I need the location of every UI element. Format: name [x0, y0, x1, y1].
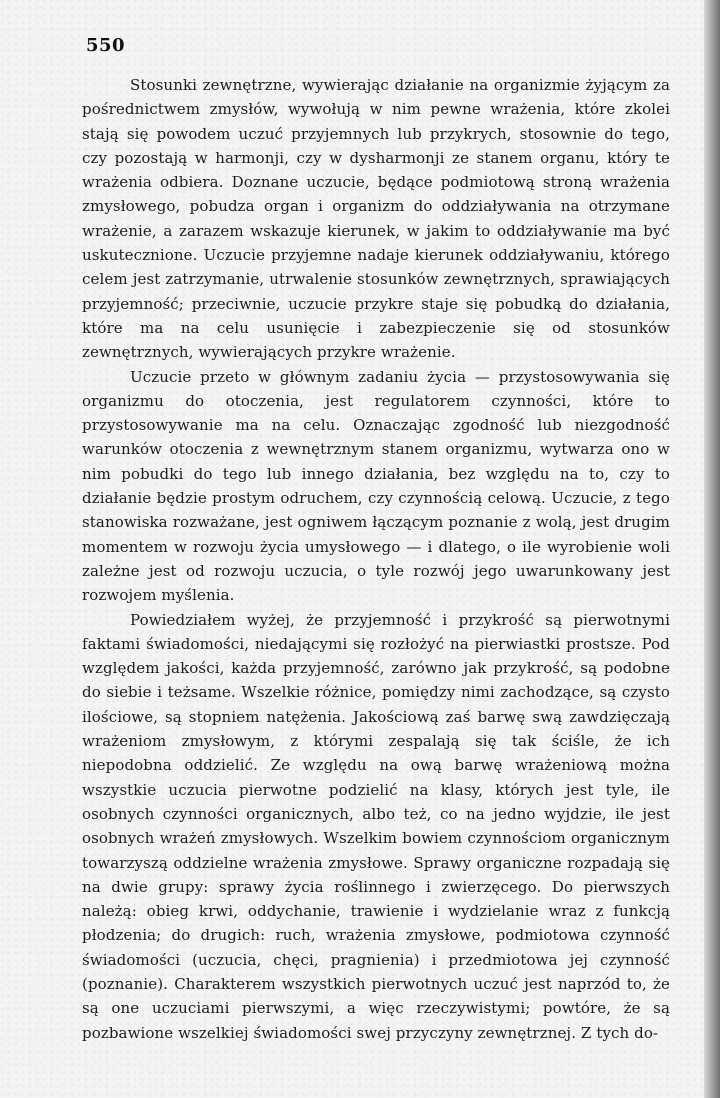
page-edge-shadow: [704, 0, 720, 1098]
page-number: 550: [86, 35, 126, 56]
paragraph-2: Uczucie przeto w głównym zadaniu życia — przystosowywania się organizmu do otoczenia, jest regulatorem czynności, które to przystosowywanie ma na celu. Oznaczając zgodność lub niezgodność warunków otoczenia z wewnętrznym stanem organizmu, wytwarza ono w nim pobudki do tego lub innego działania, bez względu na to, czy to działanie będzie prostym odruchem, czy czynnością celową. Uczucie, z tego stanowiska rozważane, jest ogniwem łączącym poznanie z wolą, jest drugim momentem w rozwoju życia umysłowego — i dlatego, o ile wyrobienie woli zależne jest od rozwoju uczucia, o tyle rozwój jego uwarunkowany jest rozwojem myślenia.: [82, 367, 670, 605]
body-text: [82, 73, 670, 1045]
paragraph-1: Stosunki zewnętrzne, wywierając działanie na organizmie żyjącym za pośrednictwem zmysłów, wywołują w nim pewne wrażenia, które zkolei stają się powodem uczuć przyjemnych lub przykrych, stosownie do tego, czy pozostają w harmonji, czy w dysharmonji ze stanem organu, który te wrażenia odbiera. Doznane uczucie, będące podmiotową stroną wrażenia zmysłowego, pobudza organ i organizm do oddziaływania na otrzymane wrażenie, a zarazem wskazuje kierunek, w jakim to oddziaływanie ma być uskutecznione. Uczucie przyjemne nadaje kierunek oddziaływaniu, którego celem jest zatrzymanie, utrwalenie stosunków zewnętrznych, sprawiających przyjemność; przeciwnie, uczucie przykre staje się pobudką do działania, które ma na celu usunięcie i zabezpieczenie się od stosunków zewnętrznych, wywierających przykre wrażenie.: [82, 76, 670, 362]
paragraph-3: Powiedziałem wyżej, że przyjemność i przykrość są pierwotnymi faktami świadomości, niedającymi się rozłożyć na pierwiastki prostsze. Pod względem jakości, każda przyjemność, zarówno jak przykrość, są podobne do siebie i teżsame. Wszelkie różnice, pomiędzy nimi zachodzące, są czysto ilościowe, są stopniem natężenia. Jakościową zaś barwę swą zawdzięczają wrażeniom zmysłowym, z którymi zespalają się tak ściśle, że ich niepodobna oddzielić. Ze względu na ową barwę wrażeniową można wszystkie uczucia pierwotne podzielić na klasy, których jest tyle, ile osobnych czynności organicznych, albo też, co na jedno wyjdzie, ile jest osobnych wrażeń zmysłowych. Wszelkim bowiem czynnościom organicznym towarzyszą oddzielne wrażenia zmysłowe. Sprawy organiczne rozpadają się na dwie grupy: sprawy życia roślinnego i zwierzęcego. Do pierwszych należą: obieg krwi, oddychanie, trawienie i wydzielanie wraz z funkcją płodzenia; do drugich: ruch, wrażenia zmysłowe, podmiotowa czynność świadomości (uczucia, chęci, pragnienia) i przedmiotowa jej czynność (poznanie). Charakterem wszystkich pierwotnych uczuć jest naprzód to, że są one uczuciami pierwszymi, a więc rzeczywistymi; powtóre, że są pozbawione wszelkiej świadomości swej przyczyny zewnętrznej. Z tych do-: [82, 610, 670, 1042]
